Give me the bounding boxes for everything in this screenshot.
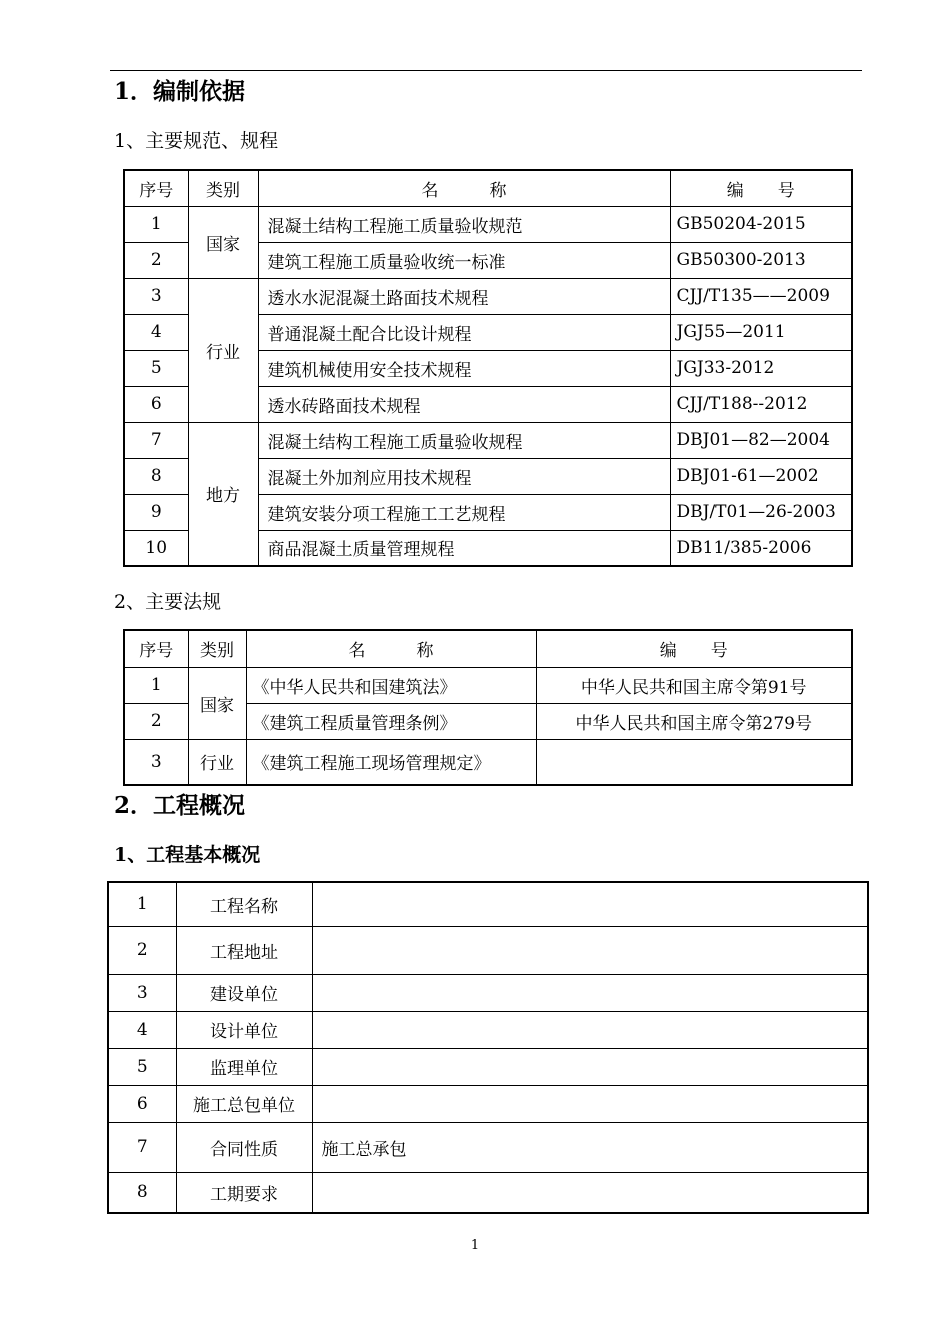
row-number: 2: [108, 926, 176, 974]
row-number: 1: [108, 882, 176, 926]
page-number: 1: [470, 1238, 480, 1253]
standard-code: DB11/385-2006: [670, 530, 852, 566]
row-number: 2: [124, 242, 188, 278]
category-cell: 国家: [188, 206, 258, 278]
row-number: 3: [108, 974, 176, 1011]
table-row: [108, 1048, 868, 1085]
table-row: [108, 1011, 868, 1048]
standard-name: 混凝土结构工程施工质量验收规程: [258, 422, 670, 458]
row-number: 6: [108, 1085, 176, 1122]
row-number: 6: [124, 386, 188, 422]
row-number: 5: [124, 350, 188, 386]
standard-code: GB50204-2015: [670, 206, 852, 242]
row-number: 9: [124, 494, 188, 530]
row-number: 8: [124, 458, 188, 494]
standard-name: 透水砖路面技术规程: [258, 386, 670, 422]
table-row: [108, 1172, 868, 1213]
table-row: [108, 1122, 868, 1172]
header-cell: 序号: [124, 170, 188, 206]
standard-code: GB50300-2013: [670, 242, 852, 278]
row-number: 8: [108, 1172, 176, 1213]
section-title-overview: 2．工程概况: [114, 792, 246, 819]
standard-name: 建筑机械使用安全技术规程: [258, 350, 670, 386]
header-cell: 名 称: [246, 630, 536, 667]
subsection-basic-overview: 1、工程基本概况: [114, 844, 261, 866]
field-value: [312, 1048, 868, 1085]
table-row: [124, 206, 852, 242]
category-cell: 行业: [188, 739, 246, 785]
field-value: [312, 926, 868, 974]
row-number: 3: [124, 739, 188, 785]
table-row: [108, 926, 868, 974]
field-label: 工期要求: [176, 1172, 312, 1213]
category-cell: 国家: [188, 667, 246, 739]
header-cell: 编 号: [670, 170, 852, 206]
table-header-row: [124, 170, 852, 206]
table-row: [124, 278, 852, 314]
standard-name: 商品混凝土质量管理规程: [258, 530, 670, 566]
row-number: 10: [124, 530, 188, 566]
row-number: 2: [124, 703, 188, 739]
field-label: 设计单位: [176, 1011, 312, 1048]
header-cell: 编 号: [536, 630, 852, 667]
standard-code: DBJ/T01—26-2003: [670, 494, 852, 530]
regulations-table: [123, 629, 853, 786]
row-number: 7: [108, 1122, 176, 1172]
subsection-standards: 1、主要规范、规程: [114, 130, 279, 152]
field-label: 施工总包单位: [176, 1085, 312, 1122]
standards-table: [123, 169, 853, 567]
header-cell: 序号: [124, 630, 188, 667]
header-rule: [110, 70, 862, 71]
row-number: 1: [124, 667, 188, 703]
field-value: [312, 1085, 868, 1122]
field-label: 建设单位: [176, 974, 312, 1011]
standard-code: CJJ/T135——2009: [670, 278, 852, 314]
header-cell: 类别: [188, 630, 246, 667]
table-row: [108, 974, 868, 1011]
standard-code: DBJ01-61—2002: [670, 458, 852, 494]
table-header-row: [124, 630, 852, 667]
field-value: [312, 882, 868, 926]
standard-name: 混凝土外加剂应用技术规程: [258, 458, 670, 494]
standard-name: 建筑安装分项工程施工工艺规程: [258, 494, 670, 530]
regulation-name: 《建筑工程施工现场管理规定》: [246, 739, 536, 785]
field-label: 工程名称: [176, 882, 312, 926]
standard-code: JGJ55—2011: [670, 314, 852, 350]
regulation-name: 《中华人民共和国建筑法》: [246, 667, 536, 703]
header-cell: 类别: [188, 170, 258, 206]
table-row: [108, 1085, 868, 1122]
standard-code: JGJ33-2012: [670, 350, 852, 386]
section-title-basis: 1．编制依据: [114, 78, 246, 105]
row-number: 4: [124, 314, 188, 350]
standard-name: 混凝土结构工程施工质量验收规范: [258, 206, 670, 242]
regulation-code: [536, 739, 852, 785]
standard-code: CJJ/T188--2012: [670, 386, 852, 422]
standard-name: 透水水泥混凝土路面技术规程: [258, 278, 670, 314]
row-number: 4: [108, 1011, 176, 1048]
regulation-name: 《建筑工程质量管理条例》: [246, 703, 536, 739]
row-number: 7: [124, 422, 188, 458]
row-number: 1: [124, 206, 188, 242]
standard-name: 建筑工程施工质量验收统一标准: [258, 242, 670, 278]
field-value: [312, 1172, 868, 1213]
category-cell: 行业: [188, 278, 258, 422]
field-label: 合同性质: [176, 1122, 312, 1172]
table-row: [124, 422, 852, 458]
table-row: [124, 667, 852, 703]
subsection-regulations: 2、主要法规: [114, 591, 222, 613]
table-row: [108, 882, 868, 926]
regulation-code: 中华人民共和国主席令第91号: [536, 667, 852, 703]
standard-code: DBJ01—82—2004: [670, 422, 852, 458]
category-cell: 地方: [188, 422, 258, 566]
field-label: 监理单位: [176, 1048, 312, 1085]
project-overview-table: [107, 881, 869, 1214]
field-value: [312, 974, 868, 1011]
row-number: 5: [108, 1048, 176, 1085]
header-cell: 名 称: [258, 170, 670, 206]
regulation-code: 中华人民共和国主席令第279号: [536, 703, 852, 739]
field-label: 工程地址: [176, 926, 312, 974]
row-number: 3: [124, 278, 188, 314]
standard-name: 普通混凝土配合比设计规程: [258, 314, 670, 350]
table-row: [124, 739, 852, 785]
field-value: [312, 1011, 868, 1048]
field-value: 施工总承包: [312, 1122, 868, 1172]
